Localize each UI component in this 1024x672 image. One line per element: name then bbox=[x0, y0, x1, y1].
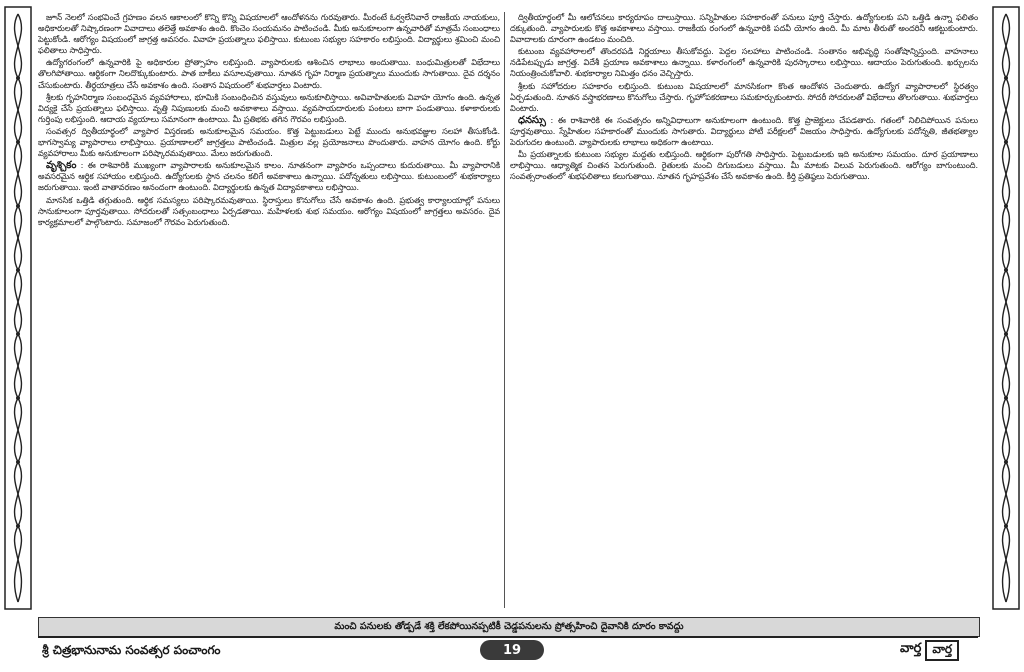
paragraph: మీ ప్రయత్నాలకు కుటుంబ సభ్యుల మద్దతు లభిస్తుంది. ఆర్థికంగా పురోగతి సాధిస్తారు. పెట్టుబడులకు ఇది అనుకూల సమయం. దూర ప్రయాణాలు లాభిస్తాయి. ఆధ్యాత్మిక చింతన పెరుగుతుంది. రైతులకు మంచి దిగుబడులు వస్తాయి. మీ మాటకు విలువ పెరుగుతుంది. ఆరోగ్యం బాగుంటుంది. సంవత్సరాంతంలో శుభఫలితాలు కలుగుతాయి. నూతన గృహప్రవేశం చేసే అవకాశం ఉంది. కీర్తి ప్రతిష్ఠలు పెరుగుతాయి. bbox=[510, 149, 978, 182]
paragraph: శ్రీలకు గృహనిర్మాణ సంబంధమైన వ్యవహారాలు, భూమికి సంబంధించిన వస్తువులు అనుకూలిస్తాయి. అవివాహితులకు వివాహ యోగం ఉంది. ఉన్నత విద్యకై చేసే ప్రయత్నాలు ఫలిస్తాయి. వృత్తి నిపుణులకు మంచి అవకాశాలు వస్తాయి. వ్యవసాయదారులకు పంటలు బాగా పండుతాయి. కళాకారులకు గుర్తింపు లభిస్తుంది. ఆదాయ వ్యయాలు సమానంగా ఉంటాయి. మీ ప్రతిభకు తగిన గౌరవం లభిస్తుంది. bbox=[38, 91, 500, 124]
section-dhanassu bbox=[510, 115, 978, 148]
paragraph: కుటుంబ వ్యవహారాలలో తొందరపడి నిర్ణయాలు తీసుకోవద్దు. పెద్దల సలహాలు పాటించండి. సంతానం అభివృద్ధి సంతోషాన్నిస్తుంది. వాహనాలు నడిపేటప్పుడు జాగ్రత్త. విదేశీ ప్రయాణ అవకాశాలు ఉన్నాయి. కళారంగంలో ఉన్నవారికి పురస్కారాలు లభిస్తాయి. ఆదాయం పెరుగుతుంది. ఖర్చులను నియంత్రించుకోవాలి. శుభకార్యాల నిమిత్తం ధనం వెచ్చిస్తారు. bbox=[510, 46, 978, 79]
column-divider bbox=[504, 12, 505, 608]
logo-text: వార్త bbox=[900, 641, 922, 656]
section-heading: వృశ్చికం bbox=[46, 160, 77, 172]
paragraph: ఉద్యోగరంగంలో ఉన్నవారికి పై అధికారుల ప్రోత్సాహం లభిస్తుంది. వ్యాపారులకు ఆశించిన లాభాలు అందుతాయి. బంధుమిత్రులతో విభేదాలు తొలగిపోతాయి. ఆర్థికంగా నిలదొక్కుకుంటారు. పాత బాకీలు వసూలవుతాయి. నూతన గృహ నిర్మాణ ప్రయత్నాలు ముందుకు సాగుతాయి. దైవ దర్శనం చేసుకుంటారు. తీర్థయాత్రలు చేసే అవకాశం ఉంది. సంతాన విషయంలో శుభవార్తలు వింటారు. bbox=[38, 57, 500, 90]
proverb-band: మంచి పనులకు తోడ్పడే శక్తి లేకపోయినప్పటికీ చెడ్డపనులను ప్రోత్సహించి దైవానికి దూరం కావద్దు bbox=[38, 617, 980, 637]
page-footer bbox=[0, 640, 1024, 672]
decorative-border-right bbox=[992, 6, 1020, 610]
footer-rule bbox=[38, 636, 978, 638]
text-column-right bbox=[510, 12, 978, 608]
publication-title: శ్రీ చిత్రభానునామ సంవత్సర పంచాంగం bbox=[42, 643, 221, 657]
section-text: : ఈ రాశివారికి ఈ సంవత్సరం అన్నివిధాలుగా అనుకూలంగా ఉంటుంది. కొత్త ప్రాజెక్టులు చేపడతారు. గతంలో నిలిచిపోయిన పనులు పూర్తవుతాయి. స్నేహితుల సహకారంతో ముందుకు సాగుతారు. విద్యార్థులు పోటీ పరీక్షలలో విజయం సాధిస్తారు. ఉద్యోగులకు పదోన్నతి, జీతభత్యాల పెరుగుదల ఉంటుంది. వ్యాపారులకు లాభాలు అధికంగా ఉంటాయి. bbox=[510, 114, 978, 148]
section-heading: ధనస్సు bbox=[518, 114, 546, 126]
paragraph: సంవత్సర ద్వితీయార్థంలో వ్యాపార విస్తరణకు అనుకూలమైన సమయం. కొత్త పెట్టుబడులు పెట్టే ముందు అనుభవజ్ఞుల సలహా తీసుకోండి. భాగస్వామ్య వ్యాపారాలు లాభిస్తాయి. ప్రయాణాలలో జాగ్రత్తలు పాటించండి. మిత్రుల వల్ల ప్రయోజనాలు పొందుతారు. వాహన యోగం ఉంది. కోర్టు వ్యవహారాలు మీకు అనుకూలంగా పరిష్కారమవుతాయి. మేలు జరుగుతుంది. bbox=[38, 125, 500, 159]
page-number: 19 bbox=[480, 640, 544, 660]
decorative-border-left bbox=[4, 6, 32, 610]
section-vrischikam bbox=[38, 160, 500, 193]
newspaper-logo bbox=[900, 638, 959, 662]
paragraph: శ్రీలకు సహోదరుల సహకారం లభిస్తుంది. కుటుంబ విషయాలలో మానసికంగా కొంత ఆందోళన చెందుతారు. ఉద్యోగ వ్యాపారాలలో స్థిరత్వం ఏర్పడుతుంది. నూతన వస్త్రాభరణాలు కొనుగోలు చేస్తారు. గృహోపకరణాలు సమకూర్చుకుంటారు. సోదరీ సోదరులతో విభేదాలు తొలగుతాయి. శుభవార్తలు వింటారు. bbox=[510, 80, 978, 113]
paragraph: మానసిక ఒత్తిడి తగ్గుతుంది. ఆర్థిక సమస్యలు పరిష్కారమవుతాయి. స్థిరాస్తులు కొనుగోలు చేసే అవకాశం ఉంది. ప్రభుత్వ కార్యాలయాల్లో పనులు సానుకూలంగా పూర్తవుతాయి. సోదరులతో సత్సంబంధాలు ఏర్పడతాయి. మహిళలకు శుభ సమయం. ఆరోగ్యం విషయంలో జాగ్రత్తలు అవసరం. దైవ కార్యక్రమాలలో పాల్గొంటారు. సమాజంలో గౌరవం పెరుగుతుంది. bbox=[38, 194, 500, 227]
paragraph: జూన్ నెలలో సంభవించే గ్రహణం వలన ఆకాలంలో కొన్ని కొన్ని విషయాలలో ఆందోళనను గురవుతారు. మీరంటే ఓర్వలేనివారే రాజకీయ నాయకులు, అధికారులతో నిష్కారణంగా వివాదాలు తలెత్తే అవకాశం ఉంది. కొంచెం సంయమనం పాటించండి. మీకు అనుకూలంగా ఉన్నవారితో మాత్రమే సంబంధాలు పెట్టుకోండి. ఆరోగ్యం విషయంలో జాగ్రత్త అవసరం. వివాహ ప్రయత్నాలు ఫలిస్తాయి. కుటుంబ సభ్యుల సహకారం లభిస్తుంది. విద్యార్థులు శ్రమించి మంచి ఫలితాలు సాధిస్తారు. bbox=[38, 12, 500, 56]
logo-box: వార్త bbox=[925, 640, 959, 661]
text-column-left bbox=[38, 12, 500, 608]
section-text: : ఈ రాశివారికి ముఖ్యంగా వ్యాపారాలకు అనుకూలమైన కాలం. నూతనంగా వ్యాపారం ఒప్పందాలు కుదురుతాయి. మీ వ్యాపారానికి అవసరమైన ఆర్థిక సహాయం లభిస్తుంది. ఉద్యోగులకు స్థాన చలనం కలిగే అవకాశాలు ఉన్నాయి. పదోన్నతులు లభిస్తాయి. కుటుంబంలో శుభకార్యాలు జరుగుతాయి. ఇంటి వాతావరణం ఆనందంగా ఉంటుంది. విద్యార్థులకు ఉన్నత విద్యావకాశాలు లభిస్తాయి. bbox=[38, 160, 500, 193]
paragraph: ద్వితీయార్థంలో మీ ఆలోచనలు కార్యరూపం దాలుస్తాయి. సన్నిహితుల సహకారంతో పనులు పూర్తి చేస్తారు. ఉద్యోగులకు పని ఒత్తిడి ఉన్నా ఫలితం దక్కుతుంది. వ్యాపారులకు కొత్త అవకాశాలు వస్తాయి. రాజకీయ రంగంలో ఉన్నవారికి పదవీ యోగం ఉంది. మీ మాట తీరుతో అందరినీ ఆకట్టుకుంటారు. వివాదాలకు దూరంగా ఉండటం మంచిది. bbox=[510, 12, 978, 45]
